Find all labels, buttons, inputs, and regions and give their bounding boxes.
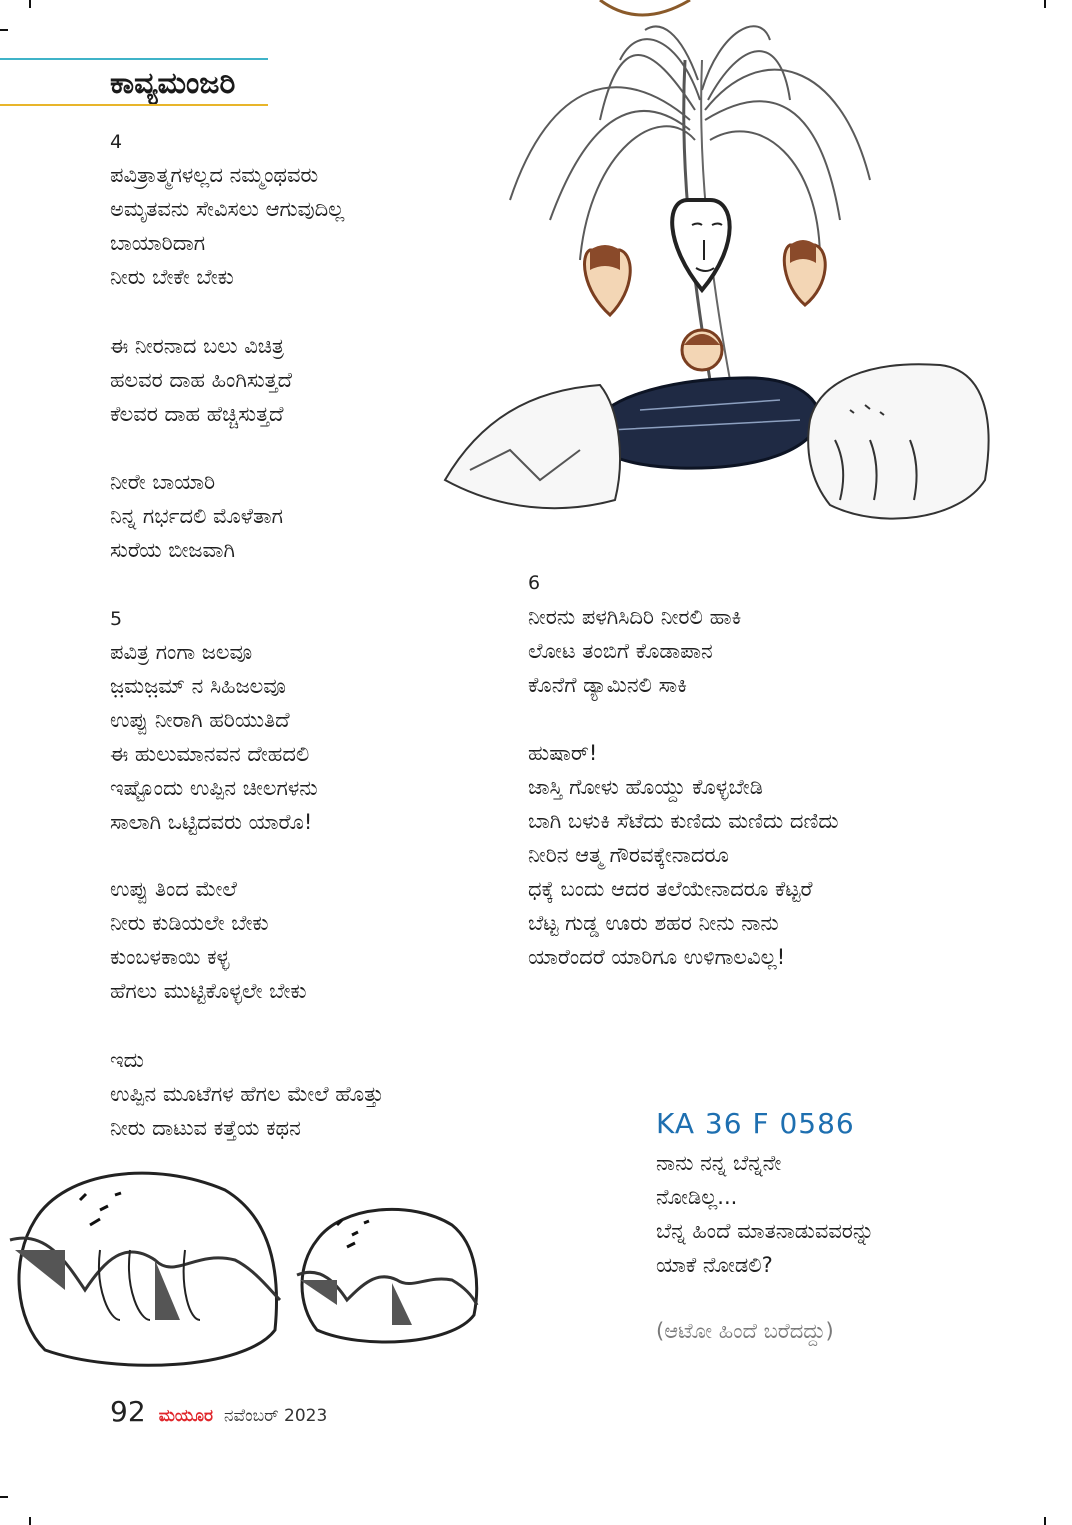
poem-line: ಈ ನೀರನಾದ ಬಲು ವಿಚಿತ್ರ bbox=[110, 334, 284, 358]
poem-line: ಜಾಸ್ತಿ ಗೋಳು ಹೊಯ್ದು ಕೊಳ್ಳಬೇಡಿ bbox=[528, 775, 763, 799]
poem-line: ಉಪ್ಪಿನ ಮೂಟೆಗಳ ಹೆಗಲ ಮೇಲೆ ಹೊತ್ತು bbox=[110, 1082, 384, 1106]
poem-part6-stanza2 bbox=[528, 736, 839, 974]
poem-line: ಈ ಹುಲುಮಾನವನ ದೇಹದಲಿ bbox=[110, 742, 310, 766]
poem-line: ನೀರೇ ಬಾಯಾರಿ bbox=[110, 470, 216, 494]
face-right bbox=[784, 240, 825, 305]
poem-line: ಉಪ್ಪು ತಿಂದ ಮೇಲೆ bbox=[110, 877, 237, 901]
poem-part5-stanza2 bbox=[110, 872, 307, 1008]
plate-poem-caption: (ಆಟೋ ಹಿಂದೆ ಬರೆದದ್ದು) bbox=[656, 1319, 834, 1343]
dark-car-shape bbox=[590, 378, 820, 468]
poem-part5-stanza3 bbox=[110, 1043, 384, 1145]
poem-line: ಇದು bbox=[110, 1048, 144, 1072]
stanza-number-5: 5 bbox=[110, 608, 123, 630]
poem-line: ಅಮೃತವನು ಸೇವಿಸಲು ಆಗುವುದಿಲ್ಲ bbox=[110, 197, 345, 221]
poem-line: ನೀರಿನ ಆತ್ಮ ಗೌರವಕ್ಕೇನಾದರೂ bbox=[528, 843, 729, 867]
poem-line: ಪವಿತ್ರಾತ್ಮಗಳಲ್ಲದ ನಮ್ಮಂಥವರು bbox=[110, 163, 319, 187]
crayon-drawing-illustration bbox=[440, 0, 1000, 540]
poem-line: ಉಪ್ಪು ನೀರಾಗಿ ಹರಿಯುತಿದೆ bbox=[110, 708, 290, 732]
page-footer bbox=[110, 1394, 327, 1434]
poem-line: ಹೆಗಲು ಮುಟ್ಟಿಕೊಳ್ಳಲೇ ಬೇಕು bbox=[110, 979, 307, 1003]
section-title: ಕಾವ್ಯಮಂಜರಿ bbox=[110, 66, 236, 101]
poem-line: ಬೆನ್ನ ಹಿಂದೆ ಮಾತನಾಡುವವರನ್ನು bbox=[656, 1219, 875, 1243]
poem-part4-stanza3 bbox=[110, 465, 283, 567]
plate-poem-title: KA 36 F 0586 bbox=[656, 1107, 855, 1140]
rock-left bbox=[445, 385, 620, 508]
poem-line: ಬಾಗಿ ಬಳುಕಿ ಸೆಟೆದು ಕುಣಿದು ಮಣಿದು ದಣಿದು bbox=[528, 809, 839, 833]
poem-line: ಕೊನೆಗೆ ಡ್ಯಾಮಿನಲಿ ಸಾಕಿ bbox=[528, 673, 687, 697]
crop-mark-top-left bbox=[29, 0, 31, 8]
issue-date: ನವೆಂಬರ್ 2023 bbox=[224, 1406, 328, 1426]
poem-line: ಹುಷಾರ್! bbox=[528, 741, 598, 765]
poem-part4-stanza2 bbox=[110, 329, 292, 431]
face-center bbox=[672, 200, 729, 290]
poem-line: ನೀರು ಕುಡಿಯಲೇ ಬೇಕು bbox=[110, 911, 269, 935]
face-left bbox=[585, 245, 631, 315]
poem-line: ನೀರು ಬೇಕೇ ಬೇಕು bbox=[110, 265, 234, 289]
poem-line: ಕುಂಬಳಕಾಯಿ ಕಳ್ಳ bbox=[110, 945, 230, 969]
crop-mark-left-upper bbox=[0, 29, 8, 31]
poem-line: ನಿನ್ನ ಗರ್ಭದಲಿ ಮೊಳೆತಾಗ bbox=[110, 504, 283, 528]
poem-line: ನೀರನು ಪಳಗಿಸಿದಿರಿ ನೀರಲಿ ಹಾಕಿ bbox=[528, 605, 742, 629]
poem-line: ಬೆಟ್ಟ ಗುಡ್ಡ ಊರು ಶಹರ ನೀನು ನಾನು bbox=[528, 911, 779, 935]
poem-part6-stanza1 bbox=[528, 600, 741, 702]
poem-line: ಕೆಲವರ ದಾಹ ಹೆಚ್ಚಿಸುತ್ತದೆ bbox=[110, 402, 284, 426]
stanza-number-6: 6 bbox=[528, 572, 541, 594]
plate-poem-stanza bbox=[656, 1146, 874, 1282]
poem-line: ಬಾಯಾರಿದಾಗ bbox=[110, 231, 206, 255]
poem-line: ಧಕ್ಕೆ ಬಂದು ಆದರ ತಲೆಯೇನಾದರೂ ಕೆಟ್ಟರೆ bbox=[528, 877, 813, 901]
poem-line: ಸುರೆಯ ಬೀಜವಾಗಿ bbox=[110, 538, 235, 562]
title-rule-bottom bbox=[0, 104, 268, 106]
crop-mark-left-lower bbox=[0, 1496, 8, 1498]
poem-line: ನೀರು ದಾಟುವ ಕತ್ತೆಯ ಕಥನ bbox=[110, 1116, 301, 1140]
sun-arc bbox=[600, 0, 690, 15]
poem-line: ಇಷ್ಟೊಂದು ಉಪ್ಪಿನ ಚೀಲಗಳನು bbox=[110, 776, 318, 800]
face-small bbox=[682, 330, 722, 370]
title-rule-top bbox=[0, 58, 268, 60]
stanza-number-4: 4 bbox=[110, 131, 123, 153]
page-number: 92 bbox=[110, 1395, 146, 1428]
poem-line: ಪವಿತ್ರ ಗಂಗಾ ಜಲವೂ bbox=[110, 640, 253, 664]
poem-line: ನೋಡಿಲ್ಲ... bbox=[656, 1185, 738, 1209]
poem-part4-stanza1 bbox=[110, 158, 344, 294]
salt-sack-drawing-right bbox=[292, 1195, 482, 1355]
salt-sack-drawing-left bbox=[5, 1150, 290, 1380]
poem-line: ಲೋಟ ತಂಬಿಗೆ ಕೊಡಾಪಾನ bbox=[528, 639, 713, 663]
poem-line: ನಾನು ನನ್ನ ಬೆನ್ನನೇ bbox=[656, 1151, 782, 1175]
poem-part5-stanza1 bbox=[110, 635, 318, 839]
poem-line: ಜ಼ಮಜ಼ಮ್ ನ ಸಿಹಿಜಲವೂ bbox=[110, 674, 286, 698]
crop-mark-top-right bbox=[1044, 0, 1046, 8]
poem-line: ಯಾರೆಂದರೆ ಯಾರಿಗೂ ಉಳಿಗಾಲವಿಲ್ಲ! bbox=[528, 945, 786, 969]
poem-line: ಹಲವರ ದಾಹ ಹಿಂಗಿಸುತ್ತದೆ bbox=[110, 368, 293, 392]
crop-mark-bottom-left bbox=[29, 1517, 31, 1525]
crop-mark-bottom-right bbox=[1044, 1517, 1046, 1525]
magazine-logo: ಮಯೂರ bbox=[158, 1406, 213, 1426]
poem-line: ಯಾಕೆ ನೋಡಲಿ? bbox=[656, 1253, 773, 1277]
poem-line: ಸಾಲಾಗಿ ಒಟ್ಟಿದವರು ಯಾರೊ! bbox=[110, 810, 313, 834]
